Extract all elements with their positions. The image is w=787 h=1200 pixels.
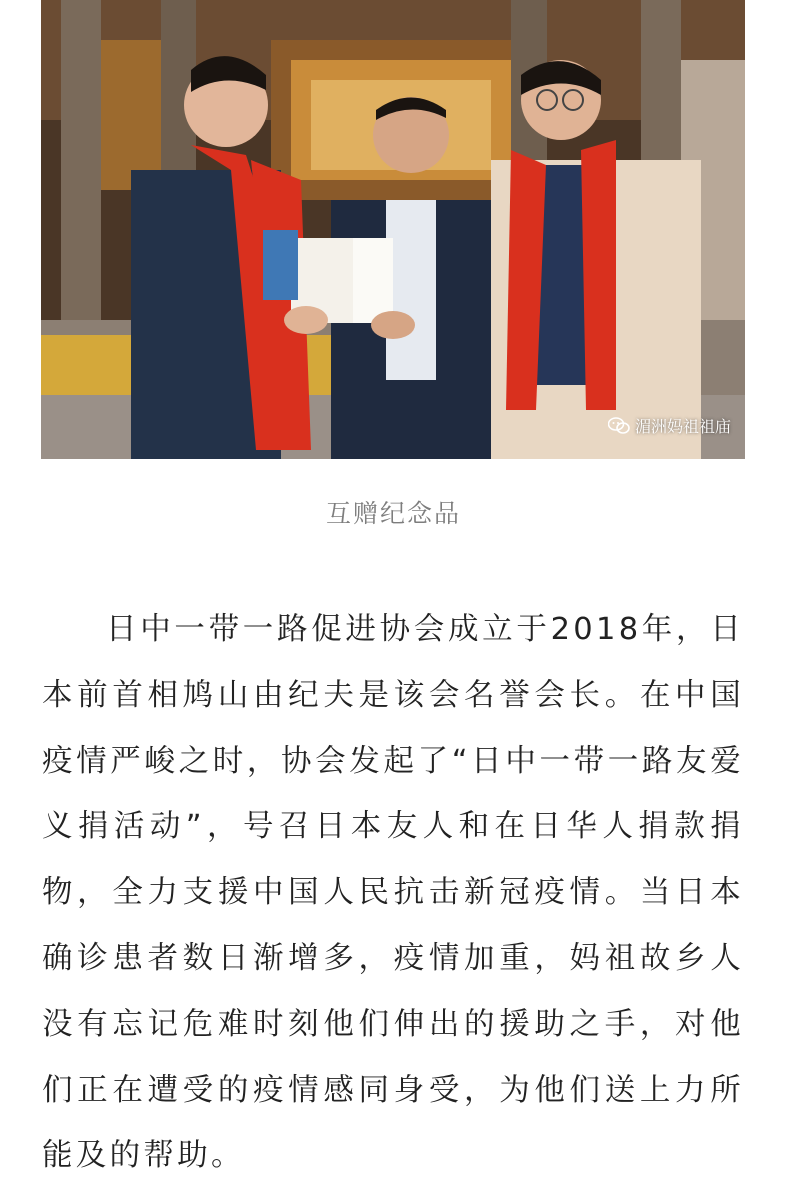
news-photo (41, 0, 745, 459)
article-paragraph: 日中一带一路促进协会成立于2018年，日本前首相鸠山由纪夫是该会名誉会长。在中国疫情严峻之时，协会发起了“日中一带一路友爱义捐活动”，号召日本友人和在日华人捐款捐物，全力支援中国人民抗击新冠疫情。当日本确诊患者数日渐增多，疫情加重，妈祖故乡人没有忘记危难时刻他们伸出的援助之手，对他们正在遭受的疫情感同身受，为他们送上力所能及的帮助。 (42, 612, 744, 1174)
watermark (608, 414, 731, 437)
wechat-icon (608, 417, 630, 435)
watermark-text: 湄洲妈祖祖庙 (634, 417, 731, 436)
photo-caption: 互赠纪念品 (325, 499, 461, 528)
photo-illustration (41, 0, 745, 459)
